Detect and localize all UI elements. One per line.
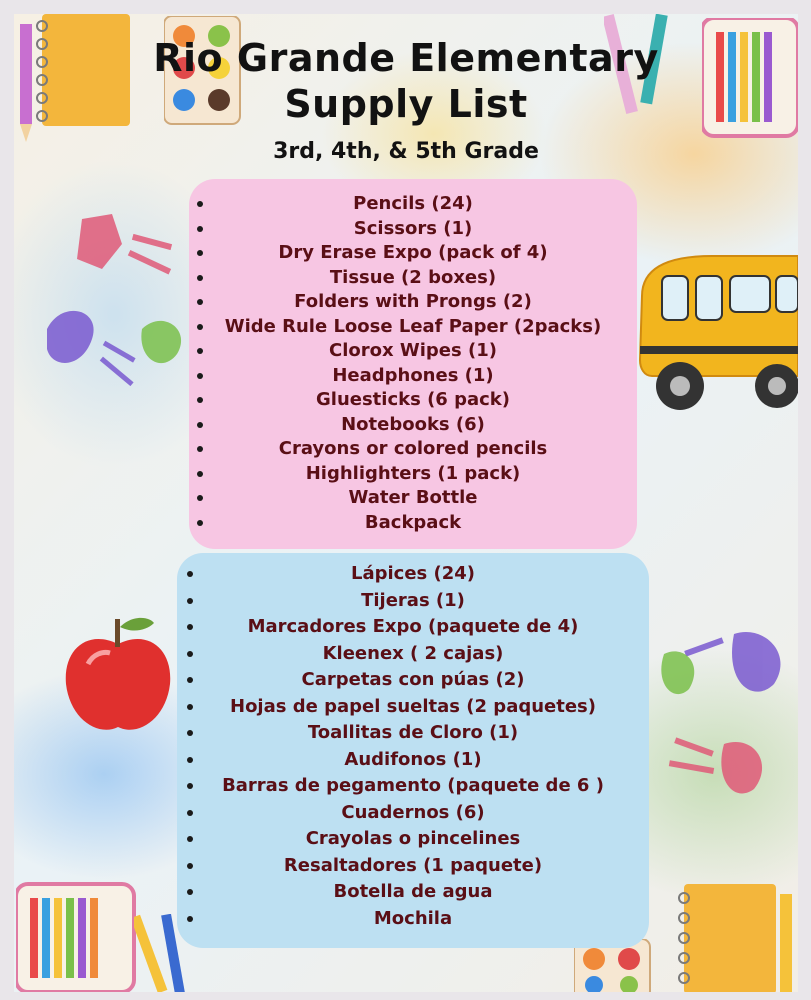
bullet-icon xyxy=(187,598,193,604)
bullet-icon xyxy=(197,422,203,428)
list-item-label: Crayons or colored pencils xyxy=(278,438,548,459)
list-item-label: Crayolas o pincelines xyxy=(305,828,521,849)
list-item xyxy=(189,388,637,413)
list-item xyxy=(189,437,637,462)
apple-icon xyxy=(58,609,178,739)
list-item-label: Lápices (24) xyxy=(350,563,476,584)
bullet-icon xyxy=(187,783,193,789)
list-item-label: Hojas de papel sueltas (2 paquetes) xyxy=(230,695,596,717)
bullet-icon xyxy=(197,397,203,403)
list-item xyxy=(177,879,649,906)
list-item-label: Gluesticks (6 pack) xyxy=(316,389,510,410)
list-item xyxy=(177,720,649,747)
list-item xyxy=(189,266,637,291)
pencil-case-icon xyxy=(16,874,136,992)
grade-subtitle: 3rd, 4th, & 5th Grade xyxy=(273,139,539,164)
list-item xyxy=(189,217,637,242)
list-item xyxy=(177,694,649,721)
bullet-icon xyxy=(197,250,203,256)
bullet-icon xyxy=(187,704,193,710)
bullet-icon xyxy=(197,520,203,526)
bullet-icon xyxy=(197,348,203,354)
list-item-label: Highlighters (1 pack) xyxy=(305,462,521,484)
bullet-icon xyxy=(187,757,193,763)
bullet-icon xyxy=(197,495,203,501)
page-title-secondary: Supply List xyxy=(284,82,528,126)
bullet-icon xyxy=(197,299,203,305)
school-bus-icon xyxy=(632,236,798,426)
list-item xyxy=(177,747,649,774)
bullet-icon xyxy=(187,836,193,842)
list-item xyxy=(177,641,649,668)
marker-icon xyxy=(774,894,798,992)
spanish-supply-list xyxy=(177,561,649,932)
list-item-label: Cuadernos (6) xyxy=(341,801,485,823)
list-item xyxy=(189,413,637,438)
list-item xyxy=(189,192,637,217)
list-item-label: Water Bottle xyxy=(348,487,478,508)
notebook-icon xyxy=(676,884,780,992)
bullet-icon xyxy=(197,226,203,232)
bullet-icon xyxy=(187,651,193,657)
bullet-icon xyxy=(187,916,193,922)
list-item xyxy=(177,667,649,694)
list-item xyxy=(189,486,637,511)
list-item-label: Toallitas de Cloro (1) xyxy=(307,722,519,743)
list-item xyxy=(177,826,649,853)
bullet-icon xyxy=(187,571,193,577)
paint-splatter-icon xyxy=(42,199,192,429)
bullet-icon xyxy=(197,275,203,281)
list-item-label: Scissors (1) xyxy=(353,217,473,239)
list-item xyxy=(177,614,649,641)
list-item-label: Wide Rule Loose Leaf Paper (2packs) xyxy=(224,315,602,337)
list-item-label: Backpack xyxy=(364,511,462,533)
list-item xyxy=(189,462,637,487)
list-item xyxy=(189,315,637,340)
list-item-label: Pencils (24) xyxy=(353,193,473,214)
list-item xyxy=(177,561,649,588)
list-item xyxy=(189,339,637,364)
bullet-icon xyxy=(187,889,193,895)
list-item xyxy=(189,511,637,536)
bullet-icon xyxy=(197,373,203,379)
english-supply-list xyxy=(189,192,637,535)
list-item xyxy=(177,773,649,800)
list-item xyxy=(177,853,649,880)
list-item-label: Carpetas con púas (2) xyxy=(301,669,525,690)
list-item-label: Barras de pegamento (paquete de 6 ) xyxy=(222,775,604,796)
list-item-label: Mochila xyxy=(373,907,453,929)
list-item-label: Resaltadores (1 paquete) xyxy=(283,854,543,876)
bullet-icon xyxy=(187,810,193,816)
list-item-label: Audifonos (1) xyxy=(344,748,482,770)
paint-splatter-icon xyxy=(644,594,798,814)
bullet-icon xyxy=(197,324,203,330)
list-item-label: Headphones (1) xyxy=(332,364,494,386)
list-item-label: Tijeras (1) xyxy=(361,589,465,611)
list-item-label: Tissue (2 boxes) xyxy=(329,266,497,288)
list-item xyxy=(177,800,649,827)
list-item-label: Folders with Prongs (2) xyxy=(294,291,532,312)
list-item-label: Kleenex ( 2 cajas) xyxy=(322,642,504,664)
bullet-icon xyxy=(197,471,203,477)
bullet-icon xyxy=(187,863,193,869)
bullet-icon xyxy=(197,201,203,207)
list-item-label: Clorox Wipes (1) xyxy=(329,340,497,361)
bullet-icon xyxy=(187,624,193,630)
list-item xyxy=(177,588,649,615)
list-item xyxy=(189,364,637,389)
page-title: Rio Grande Elementary xyxy=(153,36,659,80)
supply-list-flyer xyxy=(14,14,798,992)
bullet-icon xyxy=(187,677,193,683)
bullet-icon xyxy=(187,730,193,736)
list-item-label: Dry Erase Expo (pack of 4) xyxy=(278,242,548,263)
list-item-label: Marcadores Expo (paquete de 4) xyxy=(247,616,579,637)
list-item-label: Botella de agua xyxy=(333,881,493,902)
list-item xyxy=(189,290,637,315)
list-item xyxy=(177,906,649,933)
list-item-label: Notebooks (6) xyxy=(341,413,485,435)
bullet-icon xyxy=(197,446,203,452)
list-item xyxy=(189,241,637,266)
